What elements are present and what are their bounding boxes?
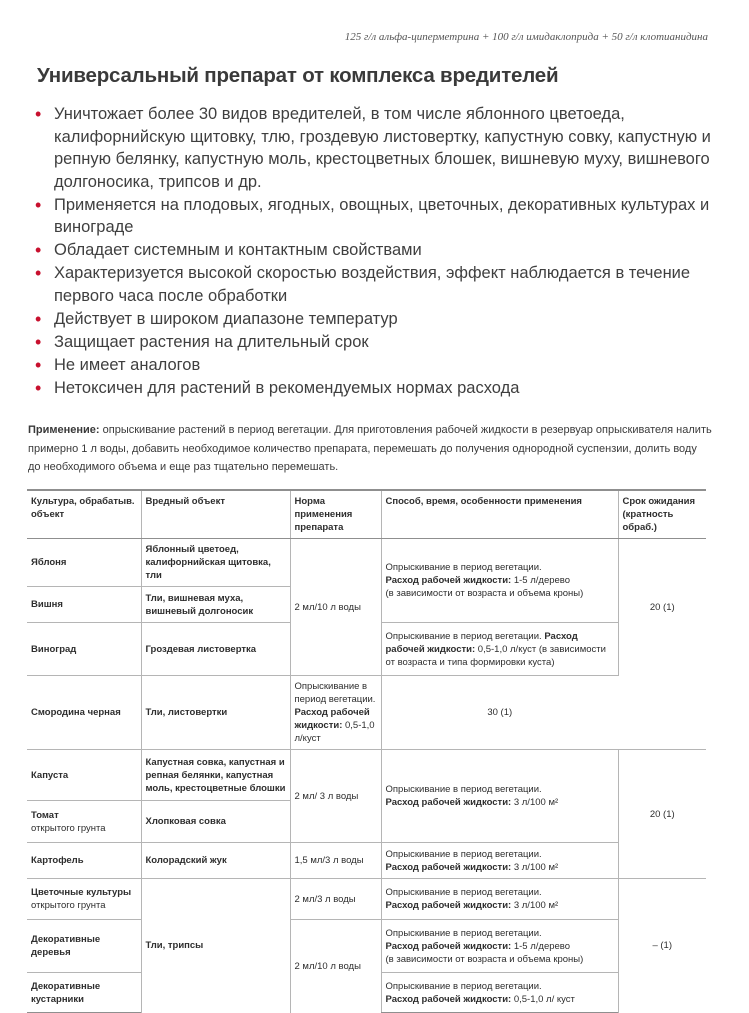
pest-cell: Тли, листовертки bbox=[141, 676, 290, 750]
bullet-icon: • bbox=[35, 240, 42, 260]
header-crop: Культура, обрабатыв. объект bbox=[27, 490, 141, 539]
application-label: Применение: bbox=[28, 424, 100, 436]
bullet-icon: • bbox=[35, 194, 42, 215]
table-row bbox=[27, 750, 706, 801]
method-cell: Опрыскивание в период вегетации. Расход рабочей жидкости: 3 л/100 м² bbox=[381, 879, 618, 920]
rate-cell: 2 мл/3 л воды bbox=[290, 879, 381, 920]
dosage-table bbox=[27, 489, 706, 1013]
crop-cell: Виноград bbox=[27, 623, 141, 676]
bullet-icon: • bbox=[35, 308, 42, 329]
table-row bbox=[27, 879, 706, 920]
method-cell: Опрыскивание в период вегетации. Расход рабочей жидкости: 0,5-1,0 л/куст bbox=[290, 676, 381, 750]
bullet-icon: • bbox=[35, 263, 42, 283]
crop-cell: Декоративные деревья bbox=[27, 920, 141, 973]
rate-cell: 2 мл/10 л воды bbox=[290, 539, 381, 676]
crop-cell: Декоративные кустарники bbox=[27, 973, 141, 1013]
method-cell: Опрыскивание в период вегетации. Расход рабочей жидкости: 3 л/100 м² bbox=[381, 843, 618, 879]
pest-cell: Тли, трипсы bbox=[141, 879, 290, 1013]
method-cell: Опрыскивание в период вегетации. Расход рабочей жидкости: 0,5-1,0 л/ куст bbox=[381, 973, 618, 1013]
crop-cell: Яблоня bbox=[27, 539, 141, 587]
method-cell: Опрыскивание в период вегетации. Расход рабочей жидкости: 3 л/100 м² bbox=[381, 750, 618, 843]
pest-cell: Колорадский жук bbox=[141, 843, 290, 879]
feature-item: • Обладает системным и контактным свойствами bbox=[35, 240, 422, 260]
wait-cell: – (1) bbox=[618, 879, 706, 1013]
pest-cell: Хлопковая совка bbox=[141, 801, 290, 843]
method-cell: Опрыскивание в период вегетации. Расход рабочей жидкости: 1-5 л/дерево (в зависимости от возраста и объема кроны) bbox=[381, 539, 618, 623]
crop-cell: Томат открытого грунта bbox=[27, 801, 141, 843]
bullet-icon: • bbox=[35, 331, 42, 352]
header-rate: Норма применения препарата bbox=[290, 490, 381, 539]
table-row bbox=[27, 843, 706, 879]
feature-item: • Нетоксичен для растений в рекомендуемых нормах расхода bbox=[35, 377, 520, 398]
rate-cell: 2 мл/10 л воды bbox=[290, 920, 381, 1013]
table-row bbox=[27, 539, 706, 587]
wait-cell: 20 (1) bbox=[618, 539, 706, 676]
feature-item: • Не имеет аналогов bbox=[35, 354, 201, 375]
rate-cell: 2 мл/ 3 л воды bbox=[290, 750, 381, 843]
header-method: Способ, время, особенности применения bbox=[381, 490, 618, 539]
features-list bbox=[33, 103, 733, 400]
rate-cell: 1,5 мл/3 л воды bbox=[290, 843, 381, 879]
crop-cell: Цветочные культуры открытого грунта bbox=[27, 879, 141, 920]
crop-cell: Капуста bbox=[27, 750, 141, 801]
crop-cell: Картофель bbox=[27, 843, 141, 879]
feature-item: • Действует в широком диапазоне температур bbox=[35, 308, 398, 329]
wait-cell: 20 (1) bbox=[618, 750, 706, 879]
bullet-icon: • bbox=[35, 354, 42, 375]
header-wait: Срок ожидания (кратность обраб.) bbox=[618, 490, 706, 539]
feature-item: • Применяется на плодовых, ягодных, овощных, цветочных, декоративных культурах и винограде bbox=[35, 194, 710, 236]
feature-item: • Защищает растения на длительный срок bbox=[35, 331, 369, 352]
active-ingredients-formula: 125 г/л альфа-циперметрина + 100 г/л имидаклоприда + 50 г/л клотианидина bbox=[344, 31, 708, 43]
pest-cell: Гроздевая листовертка bbox=[141, 623, 290, 676]
header-pest: Вредный объект bbox=[141, 490, 290, 539]
pest-cell: Капустная совка, капустная и репная белянки, капустная моль, крестоцветные блошки bbox=[141, 750, 290, 801]
method-cell: Опрыскивание в период вегетации. Расход рабочей жидкости: 1-5 л/дерево (в зависимости от возраста и объема кроны) bbox=[381, 920, 618, 973]
feature-item: • Характеризуется высокой скоростью воздействия, эффект наблюдается в течение первого часа после обработки bbox=[35, 263, 691, 305]
pest-cell: Яблонный цветоед, калифорнийская щитовка, тли bbox=[141, 539, 290, 587]
method-cell: Опрыскивание в период вегетации. Расход рабочей жидкости: 0,5-1,0 л/куст (в зависимости от возраста и типа формировки куста) bbox=[381, 623, 618, 676]
bullet-icon: • bbox=[35, 104, 42, 124]
application-paragraph bbox=[28, 421, 712, 477]
bullet-icon: • bbox=[35, 377, 42, 398]
crop-cell: Вишня bbox=[27, 587, 141, 623]
application-text: опрыскивание растений в период вегетации. Для приготовления рабочей жидкости в резервуар опрыскивателя налить примерно 1 л воды, добавить необходимое количество препарата, перемешать до получения однородной суспензии, долить воду до необходимого объема и еще раз тщательно перемешать. bbox=[28, 424, 712, 473]
table-header-row bbox=[27, 490, 706, 539]
page-title: Универсальный препарат от комплекса вредителей bbox=[37, 64, 559, 87]
table-row bbox=[27, 920, 706, 973]
wait-cell: 30 (1) bbox=[381, 676, 618, 750]
pest-cell: Тли, вишневая муха, вишневый долгоносик bbox=[141, 587, 290, 623]
crop-cell: Смородина черная bbox=[27, 676, 141, 750]
feature-item: • Уничтожает более 30 видов вредителей, в том числе яблонного цветоеда, калифорнийскую щитовку, тлю, гроздевую листовертку, капустную совку, капустную и репную белянку, капустную моль, крестоцветных блошек, вишневую муху, вишневого долгоносика, трипсов и др. bbox=[35, 104, 711, 191]
table-row bbox=[27, 676, 706, 750]
